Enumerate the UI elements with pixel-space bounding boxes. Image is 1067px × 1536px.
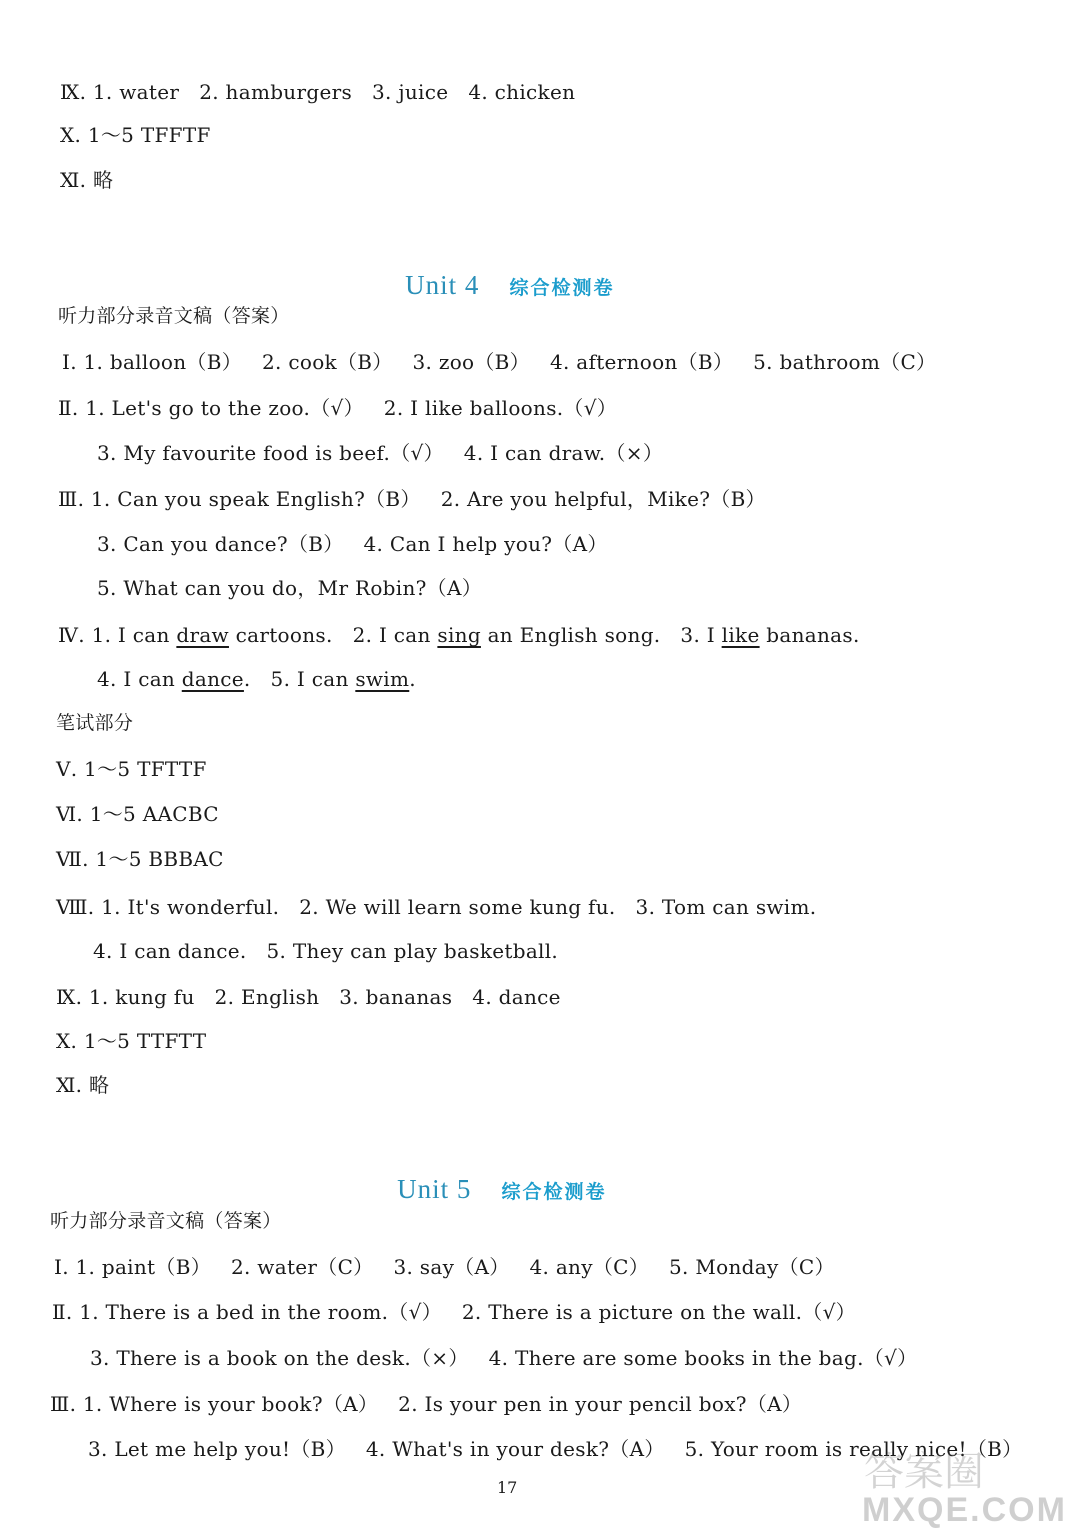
unit5-answer-iii-1: Ⅲ. 1. Where is your book?（A） 2. Is your pen in your pencil box?（A）	[50, 1392, 803, 1416]
unit5-title-zh: 综合检测卷	[501, 1181, 607, 1203]
unit5-title-en: Unit 5	[397, 1174, 472, 1204]
unit4-answer-iii-2: 3. Can you dance?（B） 4. Can I help you?（A）	[97, 532, 608, 556]
unit4-answer-ii-1: Ⅱ. 1. Let's go to the zoo.（√） 2. I like balloons.（√）	[58, 396, 618, 420]
unit4-answer-ix: Ⅸ. 1. kung fu 2. English 3. bananas 4. dance	[56, 985, 561, 1009]
underlined-word: swim	[355, 667, 410, 691]
answer-x: Ⅹ. 1～5 TFFTF	[60, 123, 211, 147]
text: 4. I can	[97, 667, 182, 691]
text: an English song. 3. I	[480, 623, 722, 647]
unit4-answer-iv-1	[58, 621, 860, 649]
unit4-written-heading: 笔试部分	[56, 712, 134, 734]
unit5-answer-iii-2: 3. Let me help you!（B） 4. What's in your desk?（A） 5. Your room is really nice!（B）	[88, 1437, 1023, 1461]
unit4-title-zh: 综合检测卷	[509, 277, 615, 299]
underlined-word: like	[721, 623, 760, 647]
underlined-word: draw	[176, 623, 229, 647]
unit4-answer-xi: Ⅺ. 略	[56, 1073, 110, 1097]
unit4-answer-i: Ⅰ. 1. balloon（B） 2. cook（B） 3. zoo（B） 4. afternoon（B） 5. bathroom（C）	[62, 350, 937, 374]
text: . 5. I can	[243, 667, 356, 691]
unit4-answer-vi: Ⅵ. 1～5 AACBC	[56, 802, 219, 826]
unit4-answer-iv-2	[97, 665, 416, 693]
unit4-title-en: Unit 4	[405, 270, 480, 300]
unit4-listening-heading: 听力部分录音文稿（答案）	[58, 305, 290, 327]
watermark-bottom-text: MXQE.COM	[862, 1491, 1067, 1529]
unit5-answer-ii-2: 3. There is a book on the desk.（×） 4. There are some books in the bag.（√）	[90, 1346, 918, 1370]
text: bananas.	[759, 623, 860, 647]
underlined-word: dance	[181, 667, 244, 691]
unit5-answer-i: Ⅰ. 1. paint（B） 2. water（C） 3. say（A） 4. any（C） 5. Monday（C）	[54, 1255, 835, 1279]
watermark-logo	[862, 1440, 1067, 1530]
unit5-listening-heading: 听力部分录音文稿（答案）	[50, 1210, 282, 1232]
unit5-title	[378, 1138, 606, 1209]
watermark-top-text: 答案圈	[864, 1449, 984, 1495]
unit4-title	[386, 234, 614, 305]
underlined-word: sing	[437, 623, 481, 647]
unit4-answer-iii-1: Ⅲ. 1. Can you speak English?（B） 2. Are you helpful，Mike?（B）	[58, 487, 766, 511]
unit4-answer-viii-1: Ⅷ. 1. It's wonderful. 2. We will learn some kung fu. 3. Tom can swim.	[56, 895, 817, 919]
unit4-answer-v: Ⅴ. 1～5 TFTTF	[56, 757, 207, 781]
text: Ⅳ. 1. I can	[58, 623, 177, 647]
text: cartoons. 2. I can	[228, 623, 438, 647]
unit4-answer-vii: Ⅶ. 1～5 BBBAC	[56, 847, 224, 871]
text: .	[409, 667, 416, 691]
unit4-answer-x: Ⅹ. 1～5 TTFTT	[56, 1029, 207, 1053]
unit4-answer-iii-3: 5. What can you do，Mr Robin?（A）	[97, 576, 483, 600]
answer-ix: Ⅸ. 1. water 2. hamburgers 3. juice 4. chicken	[60, 80, 576, 104]
unit4-answer-viii-2: 4. I can dance. 5. They can play basketball.	[93, 939, 559, 963]
unit4-answer-ii-2: 3. My favourite food is beef.（√） 4. I can draw.（×）	[97, 441, 664, 465]
unit5-answer-ii-1: Ⅱ. 1. There is a bed in the room.（√） 2. There is a picture on the wall.（√）	[52, 1300, 856, 1324]
answer-xi: Ⅺ. 略	[60, 168, 114, 192]
page-number: 17	[497, 1478, 518, 1497]
